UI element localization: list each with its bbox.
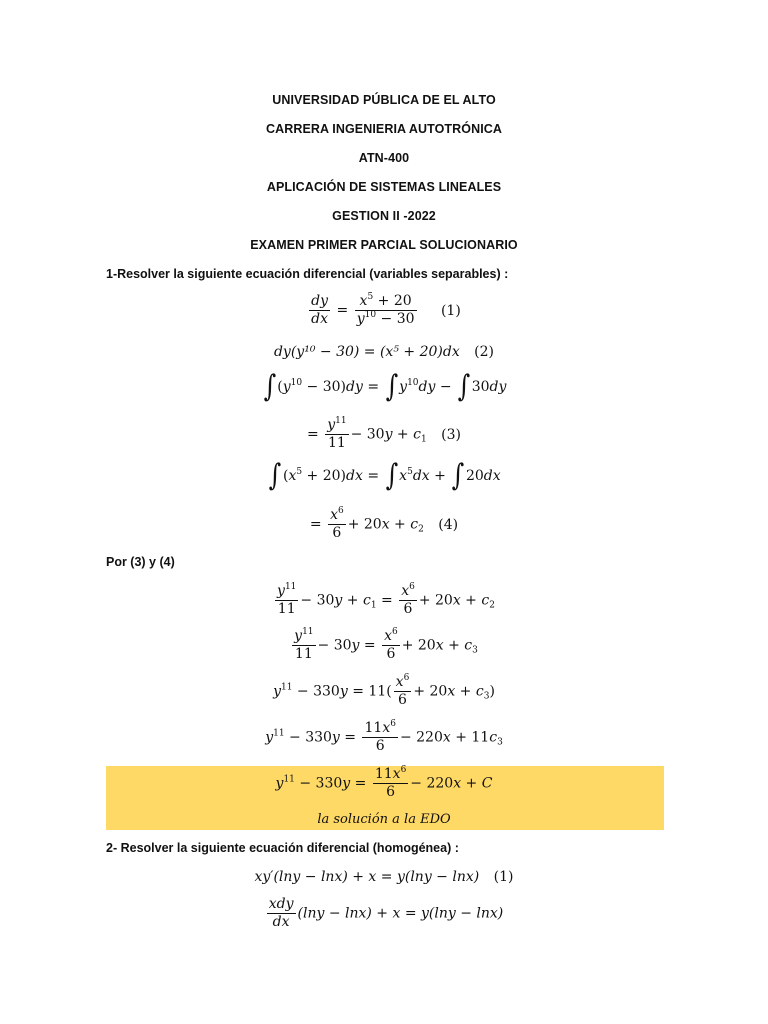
problem2-equation-2-text: (lny − lnx) + x = y(lny − lnx) bbox=[297, 905, 504, 922]
equation-2-text: dy(y¹⁰ − 30) = (x⁵ + 20)dx bbox=[273, 344, 460, 360]
problem1-statement: 1-Resolver la siguiente ecuación diferencial (variables separables) : bbox=[106, 267, 509, 281]
university-title: UNIVERSIDAD PÚBLICA DE EL ALTO bbox=[272, 93, 496, 107]
equation-2-tag: (2) bbox=[474, 344, 495, 360]
combined-eq-2: $\frac{y^{11}}{11}$ − 30y = $\frac{x^6}{6}$ + $20x + c_3$ bbox=[294, 627, 478, 662]
course-name: APLICACIÓN DE SISTEMAS LINEALES bbox=[266, 180, 502, 194]
integral-y: ∫ $(y^{10} - 30)dy$ = ∫ $y^{10}dy$ − ∫ 30dy bbox=[263, 369, 507, 404]
problem2-equation-1-text: xy′(lny − lnx) + x = y(lny − lnx) bbox=[254, 869, 480, 885]
combined-eq-4: $y^{11} - 330y$ = $\frac{11x^6}{6}$ − $220x + 11c_3$ bbox=[265, 719, 503, 754]
combined-eq-1: $\frac{y^{11}}{11}$ − $30y + c_1$ = $\frac{x^6}{6}$ + $20x + c_2$ bbox=[277, 582, 495, 617]
equation-1-tag: (1) bbox=[440, 302, 461, 319]
combined-eq-3: $y^{11} - 330y = 11$( $\frac{x^6}{6}$ + $20x + c_3$) bbox=[273, 673, 495, 708]
equation-1: $\frac{dy}{dx}$ = $\frac{x^5 + 20}{y^{10} - 30}$ (1) bbox=[311, 292, 461, 327]
problem2-equation-1-tag: (1) bbox=[493, 869, 514, 885]
equation-3-tag: (3) bbox=[441, 426, 461, 443]
equation-3: = $\frac{y^{11}}{11}$ − $30y + c_1$ (3) bbox=[307, 416, 461, 451]
equation-4: = $\frac{x^6}{6}$ + $20x + c_2$ (4) bbox=[309, 506, 459, 541]
course-code: ATN-400 bbox=[358, 151, 410, 165]
career-title: CARRERA INGENIERIA AUTOTRÓNICA bbox=[265, 122, 503, 136]
final-solution: $y^{11} - 330y$ = $\frac{11x^6}{6}$ − 220x + C bbox=[275, 765, 493, 800]
por-label: Por (3) y (4) bbox=[106, 555, 175, 569]
term-label: GESTION II -2022 bbox=[332, 209, 436, 223]
exam-title: EXAMEN PRIMER PARCIAL SOLUCIONARIO bbox=[250, 238, 518, 252]
equation-2 bbox=[0, 344, 768, 360]
equation-4-tag: (4) bbox=[438, 516, 459, 533]
problem2-equation-1 bbox=[0, 869, 768, 885]
problem2-statement: 2- Resolver la siguiente ecuación diferencial (homogénea) : bbox=[106, 841, 459, 855]
problem2-equation-2: $\frac{\text{xdy}}{dx}$ (lny − lnx) + x = y(lny − lnx) bbox=[268, 896, 504, 930]
integral-x: ∫ $(x^5 + 20)dx$ = ∫ $x^5dx$ + ∫ 20dx bbox=[268, 458, 501, 493]
solution-note: la solución a la EDO bbox=[317, 812, 451, 827]
